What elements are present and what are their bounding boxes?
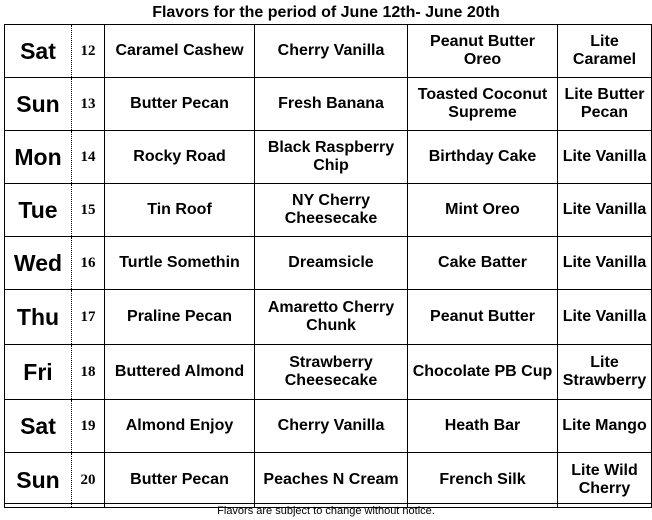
date-cell: 16 xyxy=(72,237,105,290)
flavor-cell: Birthday Cake xyxy=(408,131,558,184)
table-row xyxy=(5,184,652,237)
table-row xyxy=(5,131,652,184)
flavor-cell: Butter Pecan xyxy=(105,453,255,508)
date-cell: 13 xyxy=(72,78,105,131)
flavor-cell: Turtle Somethin xyxy=(105,237,255,290)
flavor-cell: Toasted Coconut Supreme xyxy=(408,78,558,131)
flavor-cell: Lite Vanilla xyxy=(558,237,652,290)
flavor-cell: Lite Vanilla xyxy=(558,290,652,345)
date-cell: 19 xyxy=(72,400,105,453)
day-cell: Thu xyxy=(5,290,72,345)
day-cell: Sun xyxy=(5,453,72,508)
flavor-cell: Amaretto Cherry Chunk xyxy=(255,290,408,345)
day-cell: Sat xyxy=(5,25,72,78)
table-row xyxy=(5,453,652,508)
date-cell: 15 xyxy=(72,184,105,237)
flavor-cell: Lite Vanilla xyxy=(558,184,652,237)
date-cell: 20 xyxy=(72,453,105,508)
day-cell: Tue xyxy=(5,184,72,237)
table-row xyxy=(5,345,652,400)
flavor-cell: Praline Pecan xyxy=(105,290,255,345)
flavor-cell: Butter Pecan xyxy=(105,78,255,131)
flavor-cell: Mint Oreo xyxy=(408,184,558,237)
flavor-cell: Tin Roof xyxy=(105,184,255,237)
flavor-cell: Buttered Almond xyxy=(105,345,255,400)
flavor-cell: French Silk xyxy=(408,453,558,508)
flavor-cell: Caramel Cashew xyxy=(105,25,255,78)
flavor-cell: Almond Enjoy xyxy=(105,400,255,453)
table-row xyxy=(5,25,652,78)
day-cell: Wed xyxy=(5,237,72,290)
flavor-cell: Dreamsicle xyxy=(255,237,408,290)
flavor-cell: Lite Vanilla xyxy=(558,131,652,184)
date-cell: 12 xyxy=(72,25,105,78)
table-row xyxy=(5,400,652,453)
flavor-cell: Lite Wild Cherry xyxy=(558,453,652,508)
flavor-cell: Cake Batter xyxy=(408,237,558,290)
day-cell: Fri xyxy=(5,345,72,400)
flavor-cell: Black Raspberry Chip xyxy=(255,131,408,184)
flavor-cell: Peanut Butter Oreo xyxy=(408,25,558,78)
flavor-cell: Heath Bar xyxy=(408,400,558,453)
date-cell: 18 xyxy=(72,345,105,400)
flavor-cell: Lite Caramel xyxy=(558,25,652,78)
flavor-cell: Lite Butter Pecan xyxy=(558,78,652,131)
flavor-cell: Lite Mango xyxy=(558,400,652,453)
table-body xyxy=(5,25,652,508)
table-row xyxy=(5,78,652,131)
flavor-cell: Strawberry Cheesecake xyxy=(255,345,408,400)
table-row xyxy=(5,237,652,290)
flavor-cell: Fresh Banana xyxy=(255,78,408,131)
date-cell: 14 xyxy=(72,131,105,184)
flavor-cell: Chocolate PB Cup xyxy=(408,345,558,400)
flavor-cell: Rocky Road xyxy=(105,131,255,184)
day-cell: Sat xyxy=(5,400,72,453)
flavor-cell: Lite Strawberry xyxy=(558,345,652,400)
day-cell: Mon xyxy=(5,131,72,184)
footer-note: Flavors are subject to change without notice. xyxy=(217,505,435,517)
table-row xyxy=(5,290,652,345)
flavor-cell: Peanut Butter xyxy=(408,290,558,345)
flavor-cell: Cherry Vanilla xyxy=(255,400,408,453)
flavor-cell: Cherry Vanilla xyxy=(255,25,408,78)
date-cell: 17 xyxy=(72,290,105,345)
flavor-cell: Peaches N Cream xyxy=(255,453,408,508)
page-title: Flavors for the period of June 12th- June 20th xyxy=(152,4,500,21)
flavor-schedule-table xyxy=(4,24,652,508)
day-cell: Sun xyxy=(5,78,72,131)
flavor-cell: NY Cherry Cheesecake xyxy=(255,184,408,237)
